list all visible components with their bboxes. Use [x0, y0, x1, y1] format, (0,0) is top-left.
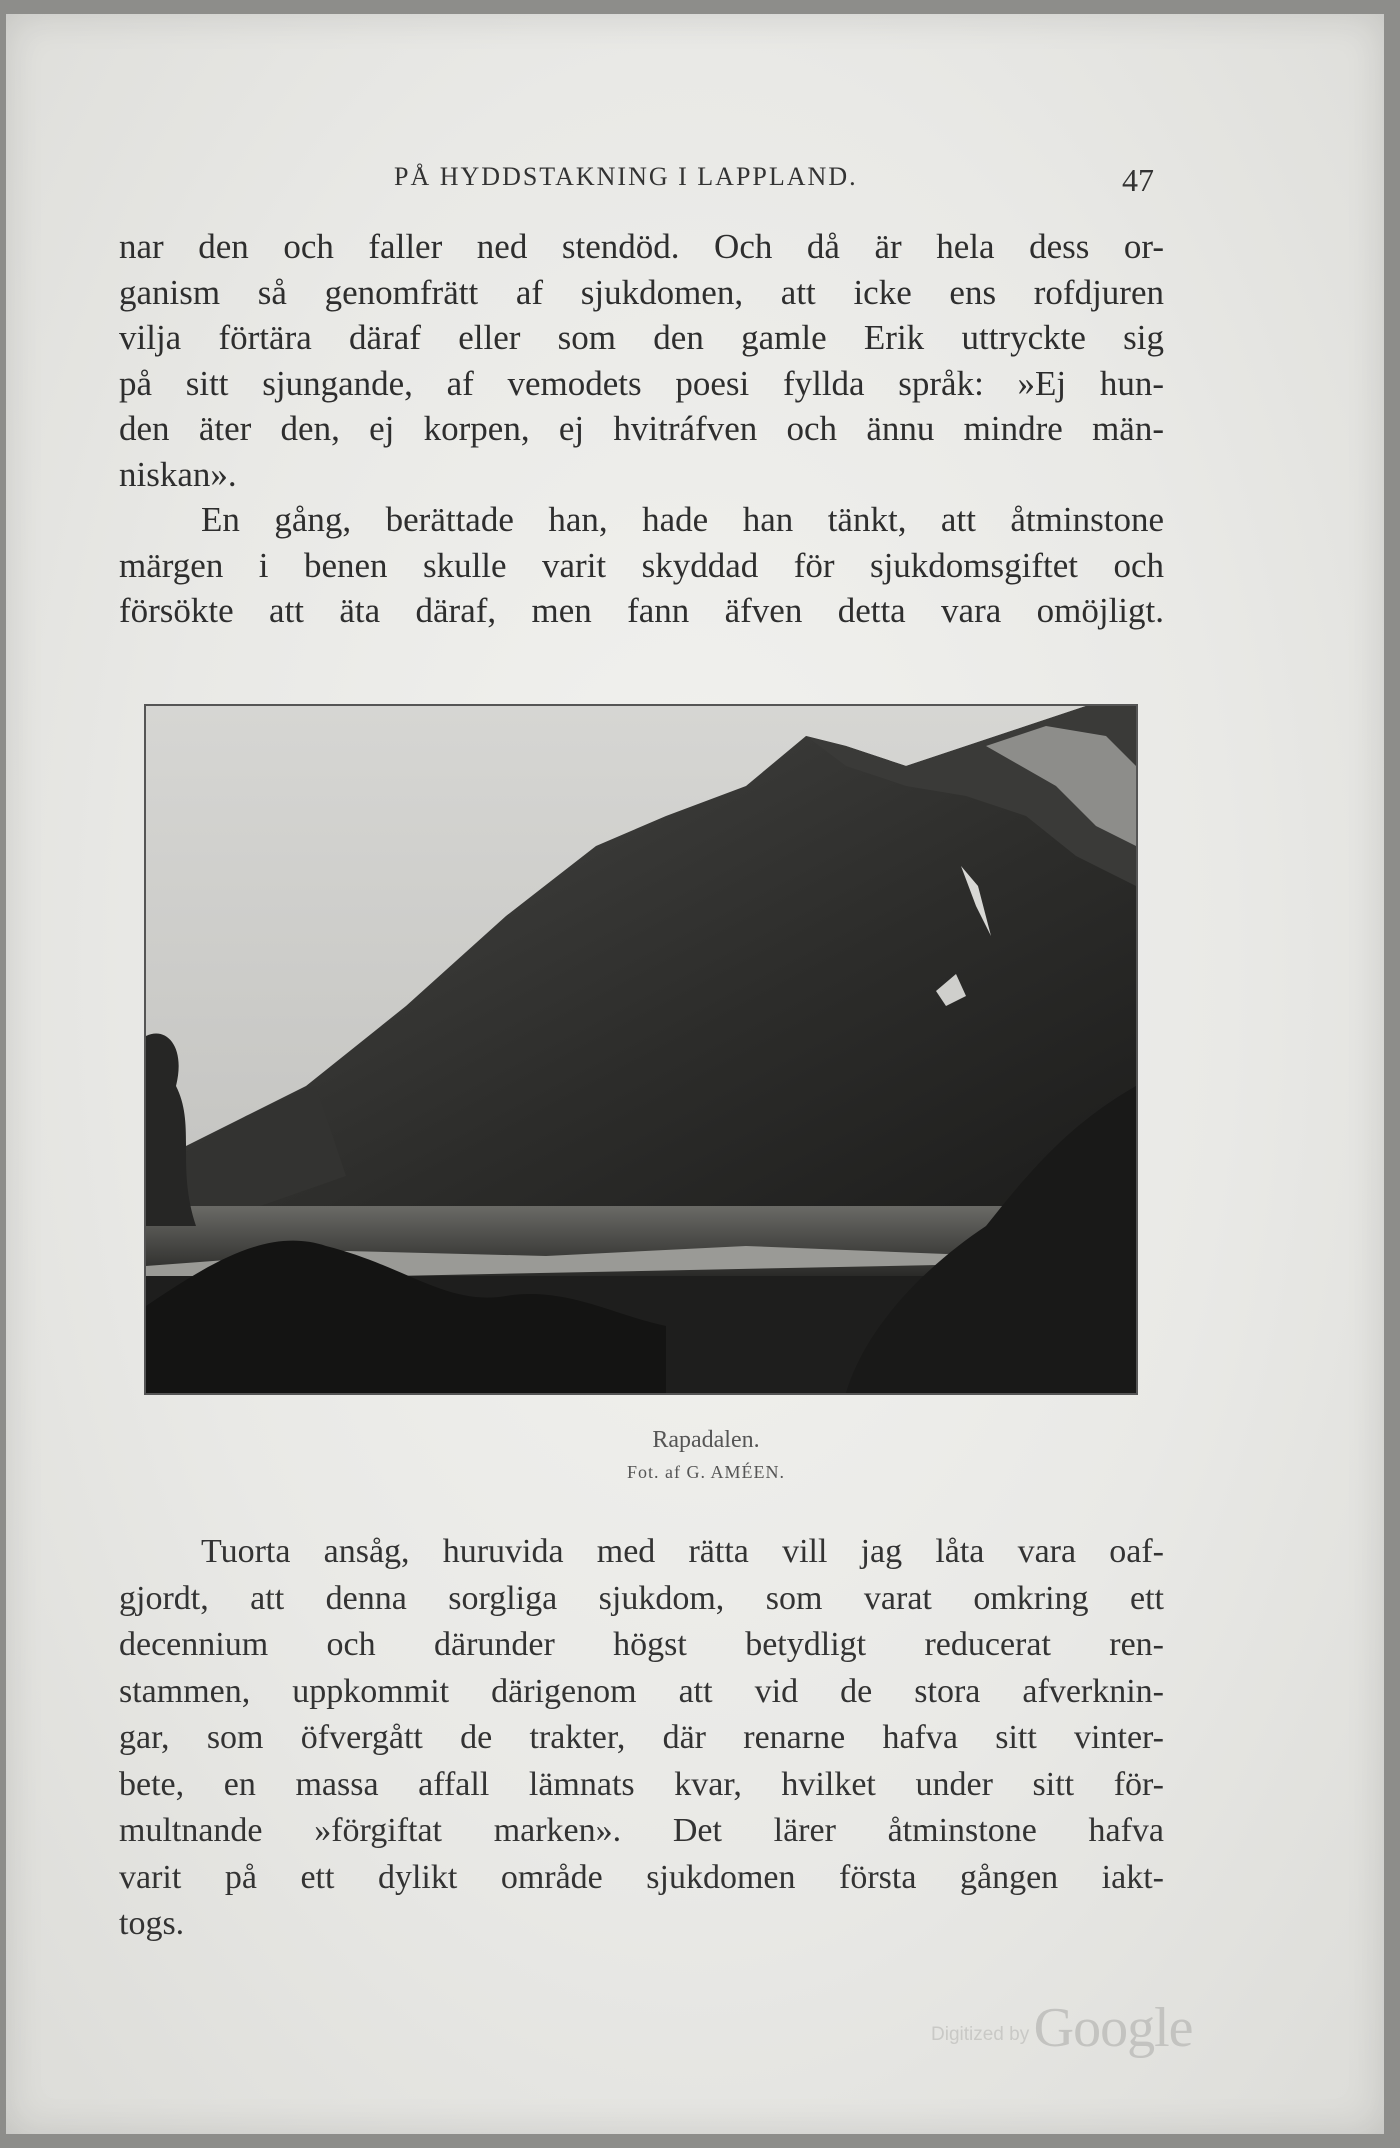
- text-line: Tuorta ansåg, huruvida med rätta vill jag låta vara oaf-: [201, 1533, 1164, 1570]
- text-line: gar, som öfvergått de trakter, där renarne hafva sitt vinter-: [119, 1719, 1164, 1756]
- page-number: 47: [1122, 162, 1154, 198]
- text-line: försökte att äta däraf, men fann äfven detta vara omöjligt.: [119, 591, 1164, 630]
- text-line: den äter den, ej korpen, ej hvitráfven och ännu mindre män-: [119, 409, 1164, 448]
- text-line: varit på ett dylikt område sjukdomen första gången iakt-: [119, 1858, 1164, 1896]
- text-line: decennium och därunder högst betydligt reducerat ren-: [119, 1626, 1164, 1663]
- text-line: vilja förtära däraf eller som den gamle Erik uttryckte sig: [119, 318, 1164, 357]
- book-page: [6, 14, 1384, 2134]
- text-line: märgen i benen skulle varit skyddad för sjukdomsgiftet och: [119, 545, 1164, 585]
- mountain-photo: [146, 706, 1136, 1393]
- running-head: PÅ HYDDSTAKNING I LAPPLAND.: [394, 162, 858, 191]
- photo-credit: Fot. af G. AMÉEN.: [627, 1462, 785, 1482]
- watermark-prefix: Digitized by: [931, 2024, 1030, 2045]
- text-line: stammen, uppkommit därigenom att vid de stora afverknin-: [119, 1672, 1164, 1710]
- page-header: [394, 162, 1154, 202]
- text-line: ganism så genomfrätt af sjukdomen, att icke ens rofdjuren: [119, 272, 1164, 312]
- text-block-bottom: [119, 1529, 1164, 1948]
- text-line: multnande »förgiftat marken». Det lärer åtminstone hafva: [119, 1812, 1164, 1849]
- google-logo: Google: [1033, 1997, 1193, 2059]
- photograph-rapadalen: [144, 704, 1138, 1395]
- text-block-top: [119, 224, 1164, 634]
- text-line: En gång, berättade han, hade han tänkt, att åtminstone: [201, 500, 1164, 539]
- figure-caption: Rapadalen.: [652, 1427, 760, 1453]
- text-line: på sitt sjungande, af vemodets poesi fyllda språk: »Ej hun-: [119, 363, 1164, 403]
- text-line: niskan».: [119, 454, 237, 494]
- digitized-watermark: [931, 1996, 1193, 2059]
- text-line: bete, en massa affall lämnats kvar, hvilket under sitt för-: [119, 1765, 1164, 1803]
- text-line: gjordt, att denna sorgliga sjukdom, som varat omkring ett: [119, 1579, 1164, 1617]
- text-line: togs.: [119, 1905, 185, 1942]
- text-line: nar den och faller ned stendöd. Och då är hela dess or-: [119, 227, 1164, 266]
